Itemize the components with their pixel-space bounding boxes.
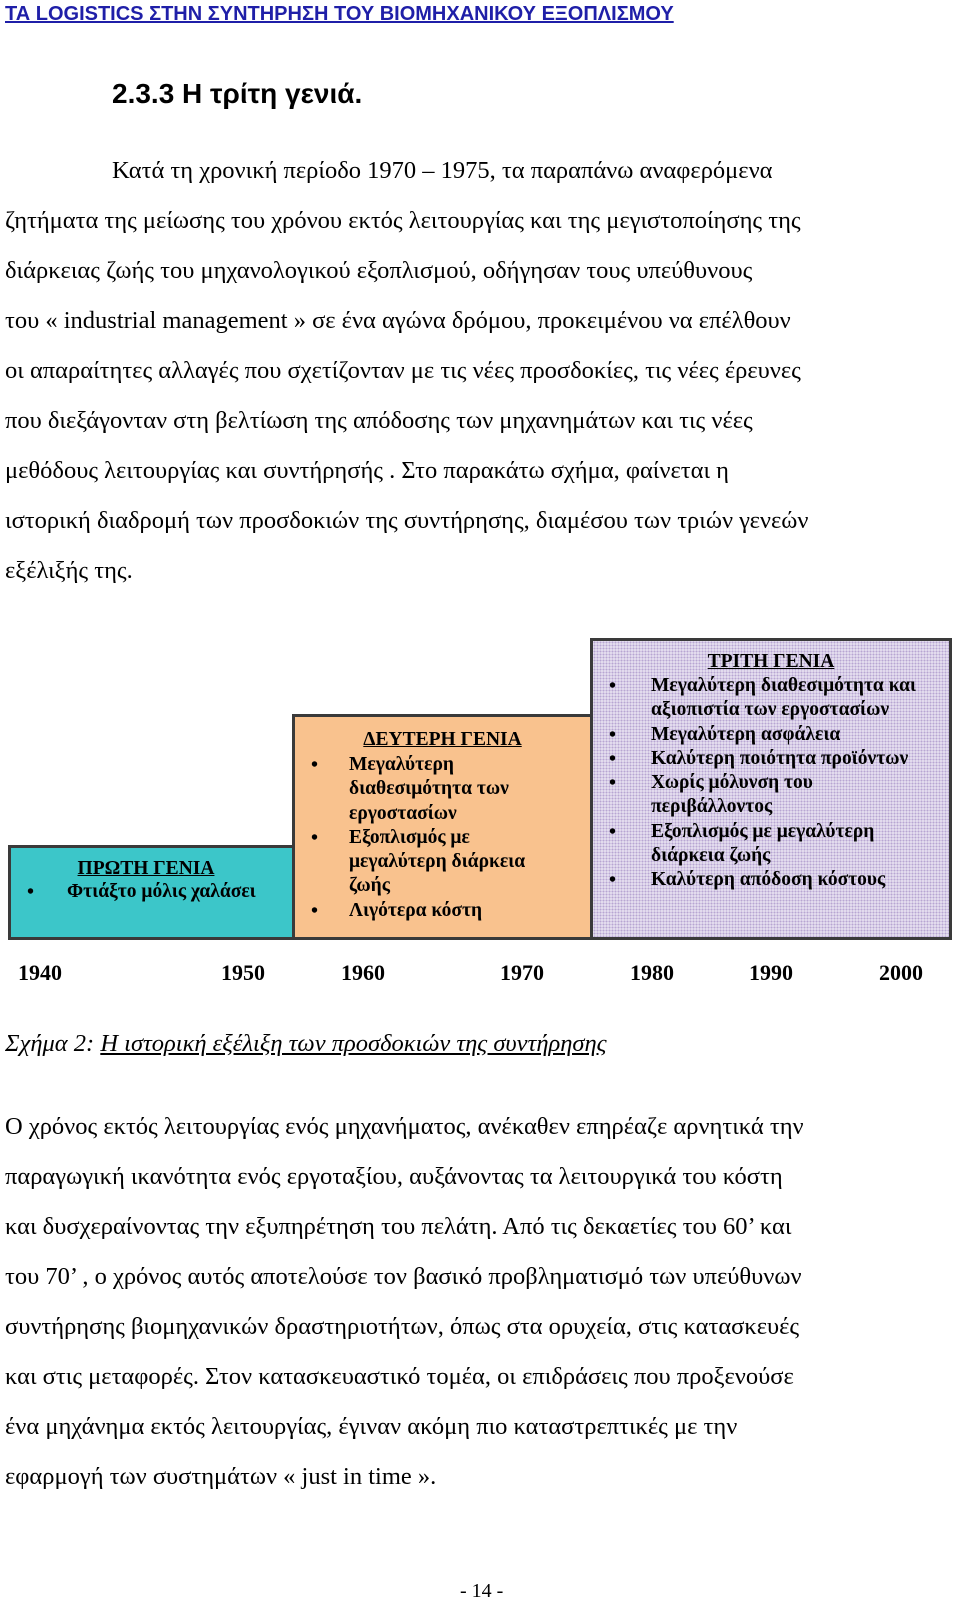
- text-line: εφαρμογή των συστημάτων « just in time ».: [5, 1463, 437, 1490]
- third-generation-list: [593, 674, 949, 893]
- generation-item: • Εξοπλισμός με μεγαλύτερη διάρκεια ζωής: [593, 820, 896, 869]
- second-generation-title: ΔΕΥΤΕΡΗ ΓΕΝΙΑ: [363, 729, 522, 750]
- first-generation-box: [8, 845, 296, 940]
- text-line: συντήρησης βιομηχανικών δραστηριοτήτων, όπως στα ορυχεία, στις κατασκευές: [5, 1313, 800, 1340]
- text-line: ζητήματα της μείωσης του χρόνου εκτός λειτουργίας και της μεγιστοποίησης της: [5, 207, 801, 234]
- paragraph-1: [5, 146, 955, 596]
- timeline-year: 1970: [500, 960, 544, 985]
- text-line: ένα μηχάνημα εκτός λειτουργίας, έγιναν ακόμη πιο καταστρεπτικές με την: [5, 1413, 738, 1440]
- text-line: και στις μεταφορές. Στον κατασκευαστικό τομέα, οι επιδράσεις που προξενούσε: [5, 1363, 794, 1390]
- text-line: που διεξάγονταν στη βελτίωση της απόδοσης των μηχανημάτων και τις νέες: [5, 407, 753, 434]
- timeline-year: 1960: [341, 960, 385, 985]
- generation-item: • Καλύτερη ποιότητα προϊόντων: [593, 747, 949, 771]
- first-generation-title: ΠΡΩΤΗ ΓΕΝΙΑ: [77, 858, 215, 879]
- caption-title: Η ιστορική εξέλιξη των προσδοκιών της συντήρησης: [100, 1030, 607, 1057]
- section-heading: 2.3.3 Η τρίτη γενιά.: [112, 78, 363, 109]
- text-line: διάρκειας ζωής του μηχανολογικού εξοπλισμού, οδήγησαν τους υπεύθυνους: [5, 257, 753, 284]
- text-line: του « industrial management » σε ένα αγώνα δρόμου, προκειμένου να επέλθουν: [5, 307, 791, 334]
- text-line: μεθόδους λειτουργίας και συντήρησής . Στο παρακάτω σχήμα, φαίνεται η: [5, 457, 729, 484]
- generation-item: • Καλύτερη απόδοση κόστους: [593, 868, 949, 892]
- generation-item: • Μεγαλύτερη ασφάλεια: [593, 723, 949, 747]
- page-number: - 14 -: [460, 1580, 504, 1602]
- caption-label: Σχήμα 2:: [5, 1030, 101, 1057]
- second-generation-list: [295, 753, 590, 923]
- generation-item: • Λιγότερα κόστη: [295, 899, 590, 923]
- generation-item: • Μεγαλύτερη διαθεσιμότητα και αξιοπιστία των εργοστασίων: [593, 674, 921, 723]
- timeline-year: 1950: [221, 960, 265, 985]
- text-line: οι απαραίτητες αλλαγές που σχετίζονταν με τις νέες προσδοκίες, τις νέες έρευνες: [5, 357, 801, 384]
- timeline-year: 1940: [18, 960, 62, 985]
- text-line: Ο χρόνος εκτός λειτουργίας ενός μηχανήματος, ανέκαθεν επηρέαζε αρνητικά την: [5, 1113, 804, 1140]
- third-generation-title: ΤΡΙΤΗ ΓΕΝΙΑ: [707, 651, 835, 672]
- text-line: παραγωγική ικανότητα ενός εργοταξίου, αυξάνοντας τα λειτουργικά του κόστη: [5, 1163, 783, 1190]
- text-line: εξέλιξής της.: [5, 557, 133, 584]
- figure-caption: [5, 1030, 607, 1058]
- third-generation-box: [590, 638, 952, 940]
- generation-item: • Χωρίς μόλυνση του περιβάλλοντος: [593, 771, 831, 820]
- second-generation-box: [292, 714, 593, 940]
- generation-item: • Εξοπλισμός με μεγαλύτερη διάρκεια ζωής: [295, 826, 554, 899]
- generation-item: • Φτιάξτο μόλις χαλάσει: [11, 880, 293, 904]
- timeline-year: 1980: [630, 960, 674, 985]
- timeline-year: 2000: [879, 960, 923, 985]
- paragraph-2: [5, 1102, 955, 1502]
- text-line: και δυσχεραίνοντας την εξυπηρέτηση του πελάτη. Από τις δεκαετίες του 60’ και: [5, 1213, 792, 1240]
- running-header: ΤΑ LOGISTICS ΣΤΗΝ ΣΥΝΤΗΡΗΣΗ ΤΟΥ ΒΙΟΜΗΧΑΝΙΚΟΥ ΕΞΟΠΛΙΣΜΟΥ: [5, 3, 674, 25]
- timeline-year: 1990: [749, 960, 793, 985]
- text-line: ιστορική διαδρομή των προσδοκιών της συντήρησης, διαμέσου των τριών γενεών: [5, 507, 809, 534]
- first-generation-list: [11, 880, 293, 904]
- text-line: του 70’ , ο χρόνος αυτός αποτελούσε τον βασικό προβληματισμό των υπεύθυνων: [5, 1263, 802, 1290]
- text-line: Κατά τη χρονική περίοδο 1970 – 1975, τα παραπάνω αναφερόμενα: [112, 157, 773, 184]
- generation-item: • Μεγαλύτερη διαθεσιμότητα των εργοστασίων: [295, 753, 509, 826]
